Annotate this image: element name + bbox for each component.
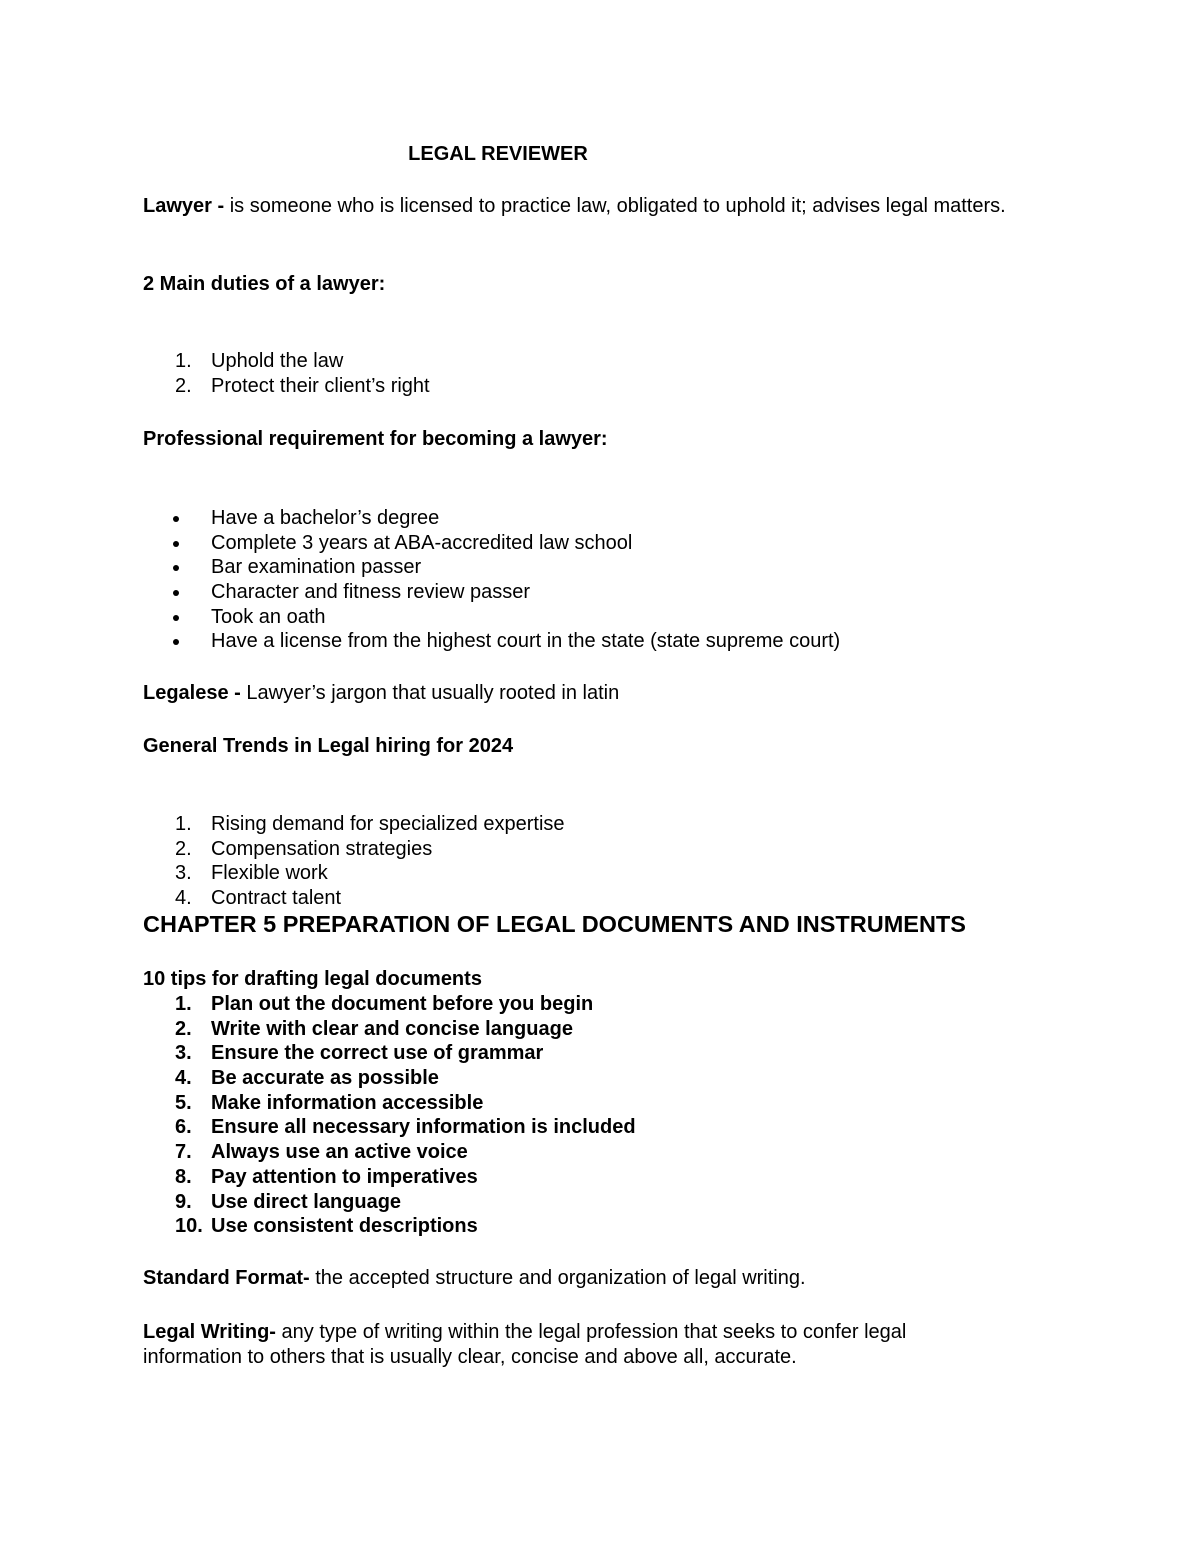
requirements-heading: Professional requirement for becoming a lawyer: [143, 428, 608, 450]
duties-list [143, 349, 1023, 398]
list-item [143, 580, 1023, 605]
list-item [143, 886, 1023, 911]
list-text: Be accurate as possible [211, 1067, 439, 1090]
list-text: Plan out the document before you begin [211, 993, 594, 1015]
list-number: 1. [175, 993, 192, 1015]
list-number: 10. [175, 1215, 203, 1238]
list-number: 4. [175, 1067, 192, 1090]
list-text: Compensation strategies [211, 837, 433, 860]
list-number: 3. [175, 1042, 192, 1065]
writing-term: Legal Writing- [143, 1321, 276, 1343]
list-text: Bar examination passer [211, 556, 422, 579]
list-item [143, 1066, 1023, 1091]
standard-def: the accepted structure and organization of legal writing. [309, 1267, 806, 1289]
list-text: Contract talent [211, 887, 342, 910]
standard-term: Standard Format- [143, 1267, 310, 1289]
list-item [143, 1165, 1023, 1190]
list-item [143, 1190, 1023, 1215]
lawyer-definition [143, 194, 1023, 219]
list-number: 2. [175, 837, 192, 860]
list-text: Protect their client’s right [211, 374, 430, 397]
list-text: Character and fitness review passer [211, 581, 531, 604]
list-item [143, 531, 1023, 556]
list-item [143, 374, 1023, 399]
lawyer-term: Lawyer - [143, 195, 225, 217]
bullet-icon [173, 541, 179, 547]
bullet-icon [173, 565, 179, 571]
list-text: Have a license from the highest court in the state (state supreme court) [211, 630, 841, 653]
list-number: 1. [175, 350, 192, 372]
list-text: Write with clear and concise language [211, 1017, 573, 1040]
list-number: 4. [175, 887, 192, 910]
list-number: 8. [175, 1165, 192, 1188]
trends-list [143, 812, 1023, 911]
legalese-def: Lawyer’s jargon that usually rooted in latin [240, 682, 620, 704]
list-item [143, 506, 1023, 531]
list-text: Have a bachelor’s degree [211, 507, 440, 529]
list-number: 1. [175, 813, 192, 835]
standard-format-definition [143, 1266, 1023, 1291]
list-item [143, 1091, 1023, 1116]
tips-heading: 10 tips for drafting legal documents [143, 968, 482, 990]
list-text: Ensure all necessary information is included [211, 1116, 636, 1139]
list-item [143, 812, 1023, 837]
bullet-icon [173, 639, 179, 645]
list-text: Complete 3 years at ABA-accredited law school [211, 531, 633, 554]
list-item [143, 1214, 1023, 1239]
tips-list [143, 992, 1023, 1239]
list-text: Use direct language [211, 1190, 402, 1213]
list-number: 3. [175, 862, 192, 885]
duties-heading: 2 Main duties of a lawyer: [143, 273, 386, 295]
list-text: Flexible work [211, 862, 328, 885]
list-number: 2. [175, 374, 192, 397]
list-text: Ensure the correct use of grammar [211, 1042, 544, 1065]
list-number: 6. [175, 1116, 192, 1139]
list-text: Make information accessible [211, 1091, 484, 1114]
list-text: Use consistent descriptions [211, 1215, 478, 1238]
list-item [143, 349, 1023, 374]
list-number: 5. [175, 1091, 192, 1114]
list-item [143, 555, 1023, 580]
list-text: Took an oath [211, 605, 326, 628]
list-number: 7. [175, 1141, 192, 1164]
list-item [143, 837, 1023, 862]
list-item [143, 1140, 1023, 1165]
list-item [143, 1041, 1023, 1066]
lawyer-def: is someone who is licensed to practice law, obligated to uphold it; advises legal matters. [224, 195, 1006, 217]
list-number: 9. [175, 1190, 192, 1213]
trends-heading: General Trends in Legal hiring for 2024 [143, 735, 514, 757]
list-text: Pay attention to imperatives [211, 1165, 478, 1188]
document-title: LEGAL REVIEWER [408, 143, 588, 165]
list-item [143, 992, 1023, 1017]
legal-writing-definition [143, 1320, 983, 1369]
bullet-icon [173, 615, 179, 621]
list-text: Always use an active voice [211, 1141, 468, 1164]
list-text: Rising demand for specialized expertise [211, 813, 565, 835]
bullet-icon [173, 590, 179, 596]
list-item [143, 861, 1023, 886]
chapter-heading: CHAPTER 5 PREPARATION OF LEGAL DOCUMENTS AND INSTRUMENTS [143, 911, 966, 937]
list-item [143, 605, 1023, 630]
list-item [143, 1115, 1023, 1140]
bullet-icon [173, 516, 179, 522]
list-item [143, 629, 1023, 654]
list-item [143, 1017, 1023, 1042]
requirements-list [143, 506, 1023, 654]
writing-def: any type of writing within the legal profession that seeks to confer legal information to others that is usually clear, concise and above all, accurate. [143, 1321, 907, 1368]
list-text: Uphold the law [211, 350, 344, 372]
legalese-term: Legalese - [143, 682, 241, 704]
legalese-definition [143, 681, 1023, 706]
list-number: 2. [175, 1017, 192, 1040]
